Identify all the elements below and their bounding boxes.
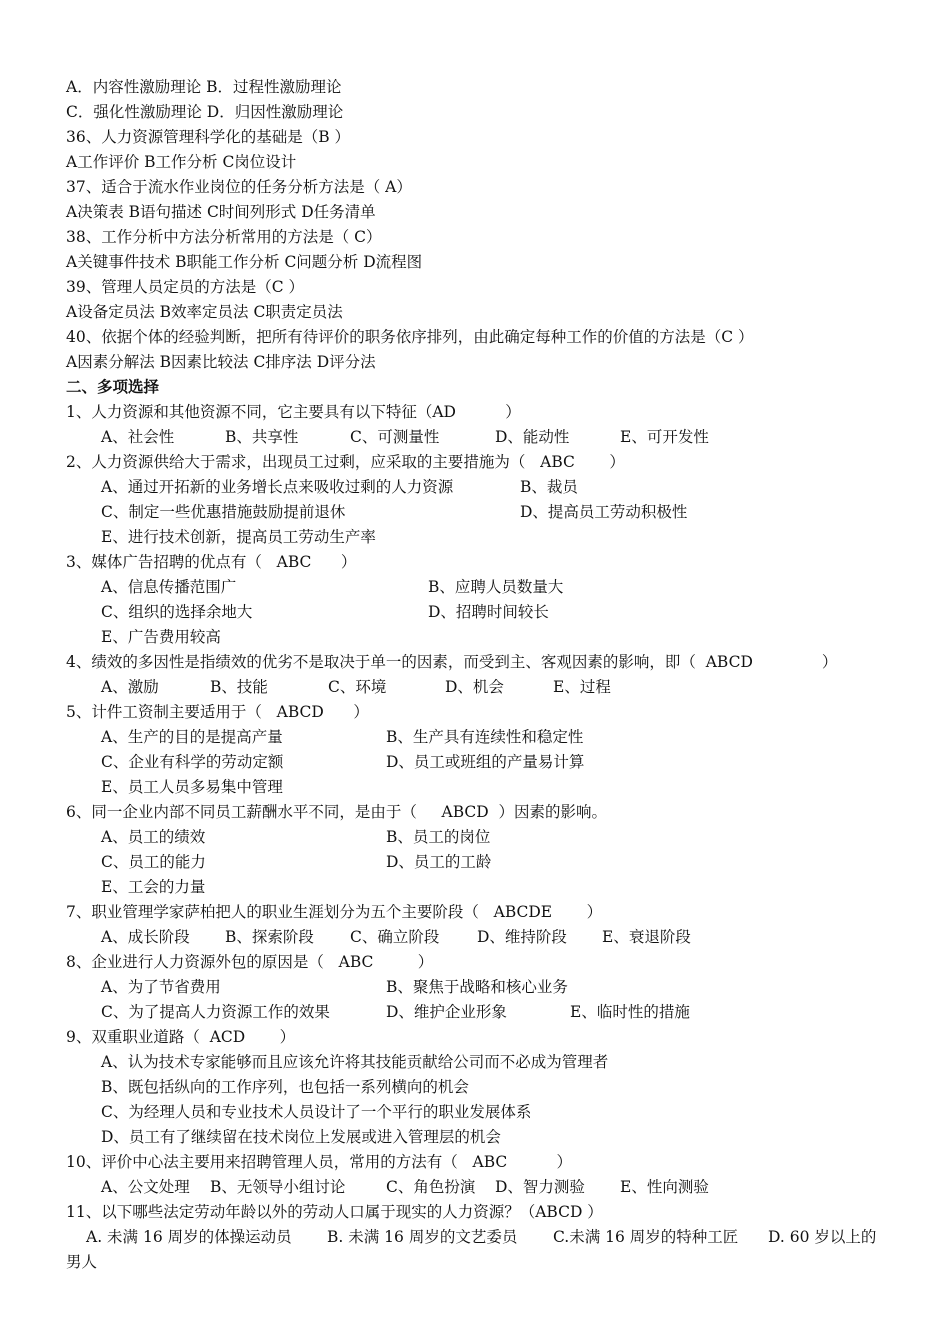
option-item: C、环境	[328, 678, 387, 696]
question-line: 10、评价中心法主要用来招聘管理人员，常用的方法有（ ABC ）	[66, 1153, 573, 1171]
option-item: B、共享性	[225, 428, 299, 446]
option-item: D、维护企业形象	[386, 1003, 507, 1021]
option-item: D、机会	[445, 678, 504, 696]
option-item: C、为了提高人力资源工作的效果	[101, 1003, 330, 1021]
option-item: D、员工的工龄	[386, 853, 492, 871]
option-line: A工作评价 B工作分析 C岗位设计	[66, 153, 297, 171]
option-line: A关键事件技术 B职能工作分析 C问题分析 D流程图	[66, 253, 423, 271]
option-item: C、角色扮演	[386, 1178, 476, 1196]
option-item: A、信息传播范围广	[101, 578, 237, 596]
question-line: 4、绩效的多因性是指绩效的优劣不是取决于单一的因素，而受到主、客观因素的影响，即（ ABCD ）	[66, 653, 838, 671]
option-item: B、员工的岗位	[386, 828, 491, 846]
option-item: A、激励	[101, 678, 159, 696]
question-line: 6、同一企业内部不同员工薪酬水平不同，是由于（ ABCD ）因素的影响。	[66, 803, 608, 821]
option-item: B、技能	[210, 678, 268, 696]
section-heading: 二、多项选择	[66, 377, 160, 396]
option-item: E、过程	[553, 678, 611, 696]
option-item: D、维持阶段	[477, 928, 567, 946]
option-item: D. 60 岁以上的	[768, 1228, 877, 1246]
option-item: A. 未满 16 周岁的体操运动员	[86, 1228, 292, 1246]
option-item: A、认为技术专家能够而且应该允许将其技能贡献给公司而不必成为管理者	[101, 1053, 609, 1071]
option-item: B、无领导小组讨论	[210, 1178, 346, 1196]
question-line: 37、适合于流水作业岗位的任务分析方法是（ A）	[66, 178, 412, 196]
option-item: B、聚焦于战略和核心业务	[386, 978, 568, 996]
option-item: D、提高员工劳动积极性	[520, 503, 688, 521]
option-item: C.未满 16 周岁的特种工匠	[553, 1228, 739, 1246]
question-line: 3、媒体广告招聘的优点有（ ABC ）	[66, 553, 357, 571]
option-item: B、既包括纵向的工作序列，也包括一系列横向的机会	[101, 1078, 469, 1096]
option-item: A、员工的绩效	[101, 828, 206, 846]
option-item: B、探索阶段	[225, 928, 314, 946]
option-item: E、进行技术创新，提高员工劳动生产率	[101, 528, 376, 546]
option-line: A因素分解法 B因素比较法 C排序法 D评分法	[66, 353, 376, 371]
option-item: A、为了节省费用	[101, 978, 221, 996]
question-line: 1、人力资源和其他资源不同，它主要具有以下特征（AD ）	[66, 403, 521, 421]
option-item: E、工会的力量	[101, 878, 206, 896]
question-line: 11、以下哪些法定劳动年龄以外的劳动人口属于现实的人力资源？（ABCD ）	[66, 1203, 603, 1221]
option-item: C、企业有科学的劳动定额	[101, 753, 284, 771]
option-item: C、确立阶段	[350, 928, 440, 946]
option-line: A．内容性激励理论 B．过程性激励理论	[66, 78, 342, 96]
question-line: 40、依据个体的经验判断，把所有待评价的职务依序排列，由此确定每种工作的价值的方法是（C ）	[66, 328, 754, 346]
option-item: E、衰退阶段	[602, 928, 691, 946]
option-item: B、生产具有连续性和稳定性	[386, 728, 584, 746]
option-item: B. 未满 16 周岁的文艺委员	[327, 1228, 518, 1246]
option-line: A设备定员法 B效率定员法 C职责定员法	[66, 303, 343, 321]
question-line: 9、双重职业道路（ ACD ）	[66, 1028, 296, 1046]
option-line: C．强化性激励理论 D．归因性激励理论	[66, 103, 344, 121]
question-line: 7、职业管理学家萨柏把人的职业生涯划分为五个主要阶段（ ABCDE ）	[66, 903, 603, 921]
option-item: C、制定一些优惠措施鼓励提前退休	[101, 503, 346, 521]
option-item: A、社会性	[101, 428, 175, 446]
option-item: E、临时性的措施	[570, 1003, 690, 1021]
option-item: A、成长阶段	[101, 928, 190, 946]
option-item: D、招聘时间较长	[428, 603, 549, 621]
question-line: 8、企业进行人力资源外包的原因是（ ABC ）	[66, 953, 434, 971]
option-continuation: 男人	[66, 1253, 98, 1271]
option-item: D、智力测验	[495, 1178, 585, 1196]
option-item: D、能动性	[495, 428, 570, 446]
option-item: B、应聘人员数量大	[428, 578, 564, 596]
option-item: C、组织的选择余地大	[101, 603, 253, 621]
option-item: B、裁员	[520, 478, 578, 496]
question-line: 36、人力资源管理科学化的基础是（B ）	[66, 128, 351, 146]
option-item: E、可开发性	[620, 428, 709, 446]
question-line: 39、管理人员定员的方法是（C ）	[66, 278, 305, 296]
option-item: C、为经理人员和专业技术人员设计了一个平行的职业发展体系	[101, 1103, 532, 1121]
option-item: E、员工人员多易集中管理	[101, 778, 283, 796]
question-line: 38、工作分析中方法分析常用的方法是（ C）	[66, 228, 382, 246]
option-line: A决策表 B语句描述 C时间列形式 D任务清单	[66, 203, 376, 221]
option-item: A、公文处理	[101, 1178, 190, 1196]
option-item: C、可测量性	[350, 428, 440, 446]
question-line: 5、计件工资制主要适用于（ ABCD ）	[66, 703, 369, 721]
option-item: C、员工的能力	[101, 853, 206, 871]
option-item: A、生产的目的是提高产量	[101, 728, 283, 746]
option-item: D、员工或班组的产量易计算	[386, 753, 585, 771]
option-item: E、广告费用较高	[101, 628, 221, 646]
option-item: E、性向测验	[620, 1178, 709, 1196]
option-item: A、通过开拓新的业务增长点来吸收过剩的人力资源	[101, 478, 454, 496]
option-item: D、员工有了继续留在技术岗位上发展或进入管理层的机会	[101, 1128, 501, 1146]
question-line: 2、人力资源供给大于需求，出现员工过剩，应采取的主要措施为（ ABC ）	[66, 453, 625, 471]
